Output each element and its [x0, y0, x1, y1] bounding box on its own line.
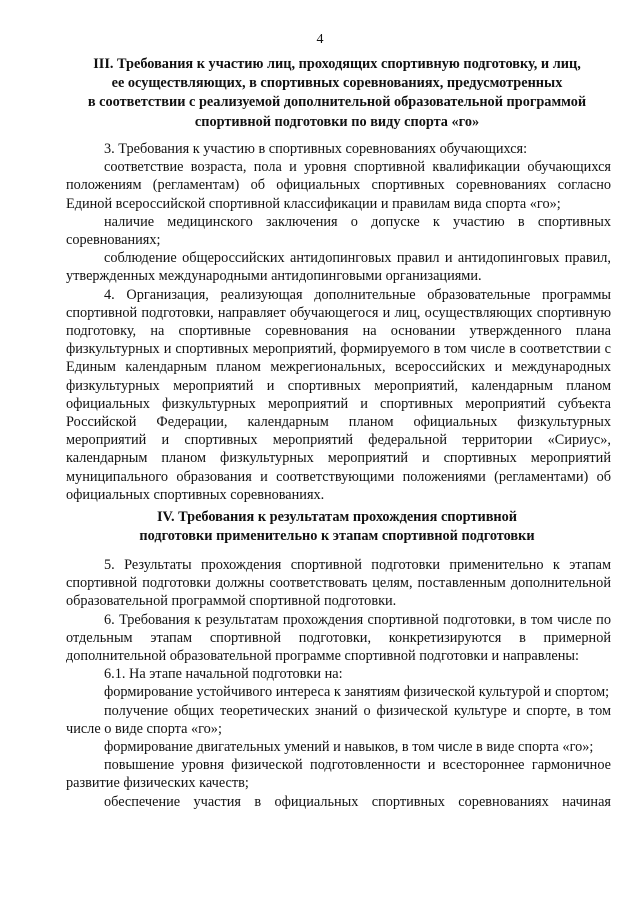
- paragraph-6-1: 6.1. На этапе начальной подготовки на:: [104, 666, 343, 683]
- paragraph-competition-participation: обеспечение участия в официальных спортивных соревнованиях начиная: [104, 793, 611, 810]
- paragraph-age-gender-qualification: соответствие возраста, пола и уровня спортивной квалификации обучающихся положениям (регламентам) об официальных спортивных соревнованиях согласно Единой всероссийской спортивной классификации и правилам вида спорта «го»;: [66, 159, 611, 212]
- section-4-title-line: IV. Требования к результатам прохождения спортивной: [156, 509, 518, 525]
- section-4-title: [60, 508, 614, 546]
- section-3-title: [60, 55, 614, 132]
- paragraph-theoretical-knowledge: получение общих теоретических знаний о физической культуре и спорте, в том числе о виде спорта «го»;: [66, 702, 611, 737]
- paragraph-motor-skills: формирование двигательных умений и навыков, в том числе в виде спорта «го»;: [104, 739, 594, 756]
- section-3-title-line: ее осуществляющих, в спортивных соревнованиях, предусмотренных: [111, 75, 563, 92]
- paragraph-3: 3. Требования к участию в спортивных соревнованиях обучающихся:: [104, 141, 528, 157]
- paragraph-antidoping: соблюдение общероссийских антидопинговых правил и антидопинговых правил, утвержденных международными антидопинговыми организациями.: [66, 250, 611, 285]
- paragraph-4: 4. Организация, реализующая дополнительные образовательные программы спортивной подготовки, направляет обучающегося и лиц, осуществляющих спортивную подготовку, на спортивные соревнования на основании утвержденного плана физкультурных и спортивных мероприятий, формируемого в том числе в соответствии с Единым календарным планом межрегиональных, всероссийских и международных физкультурных мероприятий и спортивных мероприятий, календарным планом официальных физкультурных мероприятий и спортивных мероприятий субъекта Российской Федерации, календарным планом официальных физкультурных мероприятий и спортивных мероприятий федеральной территории «Сириус», календарным планом физкультурных мероприятий и спортивных мероприятий муниципального образования и соответствующими положениями (регламентами) об официальных спортивных соревнованиях.: [66, 286, 611, 503]
- paragraph-interest-formation: формирование устойчивого интереса к занятиям физической культурой и спортом;: [104, 684, 610, 701]
- section-3-title-line: спортивной подготовки по виду спорта «го»: [194, 113, 480, 130]
- paragraph-physical-fitness: повышение уровня физической подготовленности и всестороннее гармоничное развитие физических качеств;: [66, 757, 611, 792]
- paragraph-6: 6. Требования к результатам прохождения спортивной подготовки, в том числе по отдельным этапам спортивной подготовки, конкретизируются в примерной дополнительной образовательной программе спортивной подготовки и направлены:: [66, 611, 611, 665]
- paragraph-5: 5. Результаты прохождения спортивной подготовки применительно к этапам спортивной подготовки должны соответствовать целям, поставленным дополнительной образовательной программой спортивной подготовки.: [66, 557, 611, 610]
- section-4-title-line: подготовки применительно к этапам спортивной подготовки: [139, 528, 535, 545]
- page-number: 4: [316, 32, 324, 47]
- section-3-title-line: III. Требования к участию лиц, проходящих спортивную подготовку, и лиц,: [93, 56, 581, 72]
- paragraph-medical-certificate: наличие медицинского заключения о допуске к участию в спортивных соревнованиях;: [66, 213, 611, 249]
- section-3-title-line: в соответствии с реализуемой дополнительной образовательной программой: [87, 94, 587, 111]
- section-3-body: [66, 140, 611, 504]
- section-4-body: [66, 556, 611, 811]
